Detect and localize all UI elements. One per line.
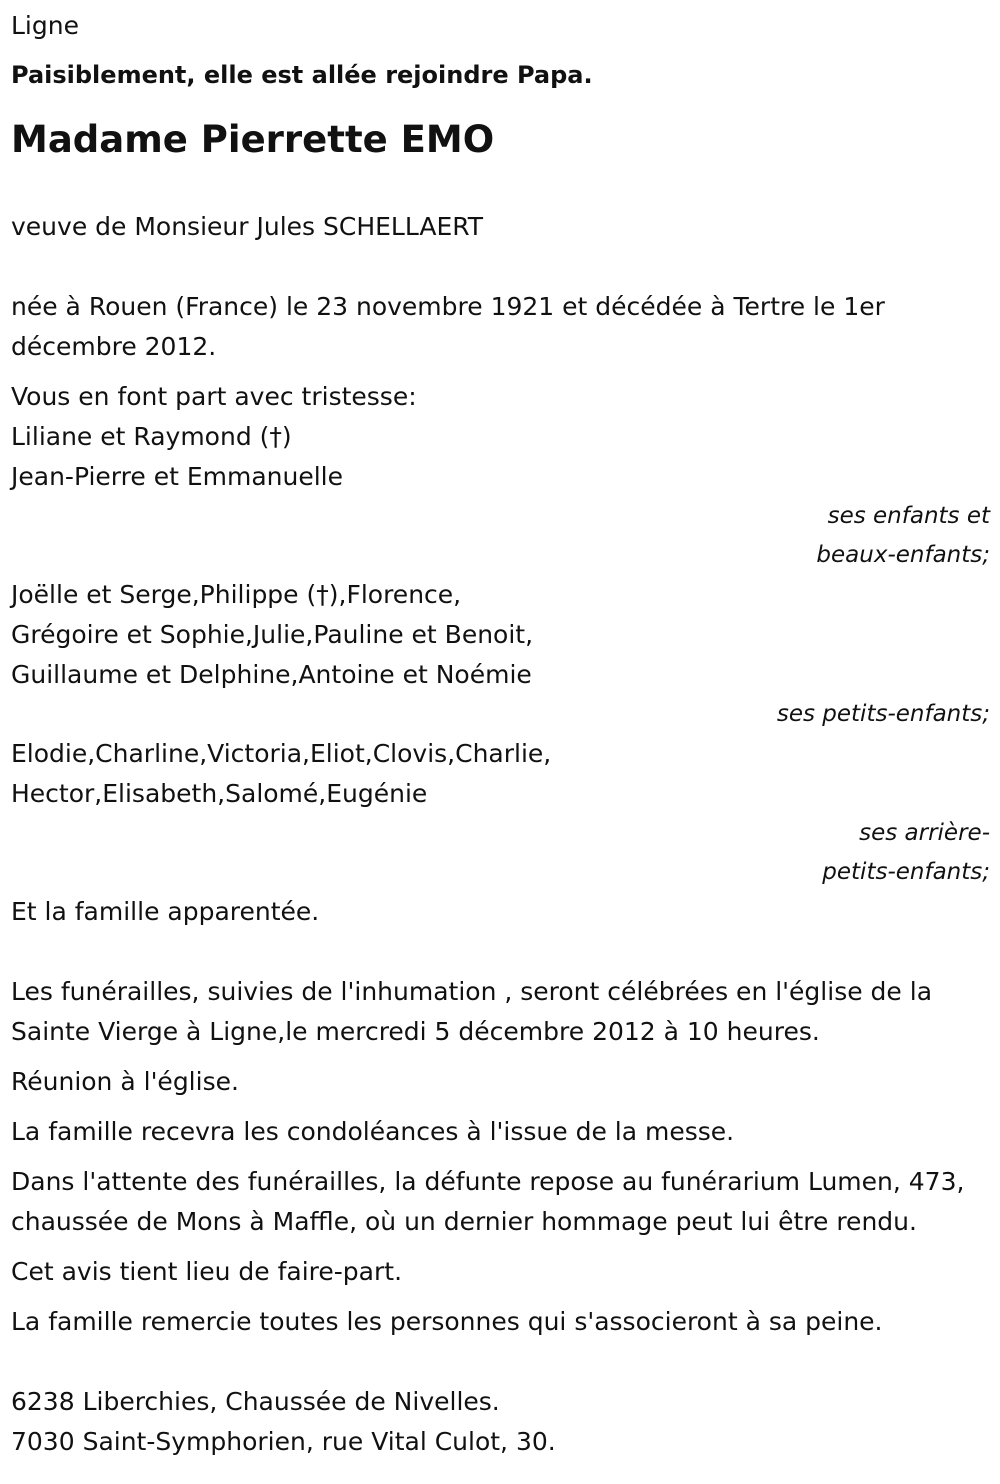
family-line: Elodie,Charline,Victoria,Eliot,Clovis,Charlie, [11, 739, 552, 768]
family-line: Grégoire et Sophie,Julie,Pauline et Benoit, [11, 620, 534, 649]
extended-family-line: Et la famille apparentée. [11, 897, 320, 926]
family-addresses [11, 1382, 990, 1462]
notice-line: Cet avis tient lieu de faire-part. [11, 1257, 403, 1286]
great-grandchildren-names [11, 734, 990, 814]
family-line: Jean-Pierre et Emmanuelle [11, 462, 343, 491]
family-line: Guillaume et Delphine,Antoine et Noémie [11, 660, 532, 689]
funeral-details: Les funérailles, suivies de l'inhumation , seront célébrées en l'église de la Sainte Vierge à Ligne,le mercredi 5 décembre 2012 à 10 heures. [11, 977, 933, 1046]
great-grandchildren-block [11, 734, 990, 892]
grandchildren-names [11, 575, 990, 695]
deceased-name: Madame Pierrette EMO [11, 118, 495, 161]
family-line: Hector,Elisabeth,Salomé,Eugénie [11, 779, 428, 808]
family-line: Joëlle et Serge,Philippe (†),Florence, [11, 580, 462, 609]
birth-death-line: née à Rouen (France) le 23 novembre 1921 et décédée à Tertre le 1er décembre 2012. [11, 292, 885, 361]
address-line: 7030 Saint-Symphorien, rue Vital Culot, 30. [11, 1427, 556, 1456]
family-line: Liliane et Raymond (†) [11, 422, 292, 451]
spouse-line: veuve de Monsieur Jules SCHELLAERT [11, 212, 484, 241]
condolences-line: La famille recevra les condoléances à l'issue de la messe. [11, 1117, 735, 1146]
opening-quote: Paisiblement, elle est allée rejoindre Papa. [11, 61, 593, 89]
announcement-intro: Vous en font part avec tristesse: [11, 382, 417, 411]
children-relation: ses enfants et beaux-enfants; [816, 503, 990, 568]
resting-place-details: Dans l'attente des funérailles, la défunte repose au funérarium Lumen, 473, chaussée de Mons à Maffle, où un dernier hommage peut lui être rendu. [11, 1167, 965, 1236]
thanks-line: La famille remercie toutes les personnes qui s'associeront à sa peine. [11, 1307, 883, 1336]
children-names [11, 417, 990, 497]
great-grandchildren-relation: ses arrière-petits-enfants; [822, 820, 990, 885]
reunion-line: Réunion à l'église. [11, 1067, 239, 1096]
city-name: Ligne [11, 11, 79, 40]
grandchildren-relation: ses petits-enfants; [776, 701, 990, 727]
grandchildren-block [11, 575, 990, 734]
address-line: 6238 Liberchies, Chaussée de Nivelles. [11, 1387, 500, 1416]
children-block [11, 417, 990, 575]
